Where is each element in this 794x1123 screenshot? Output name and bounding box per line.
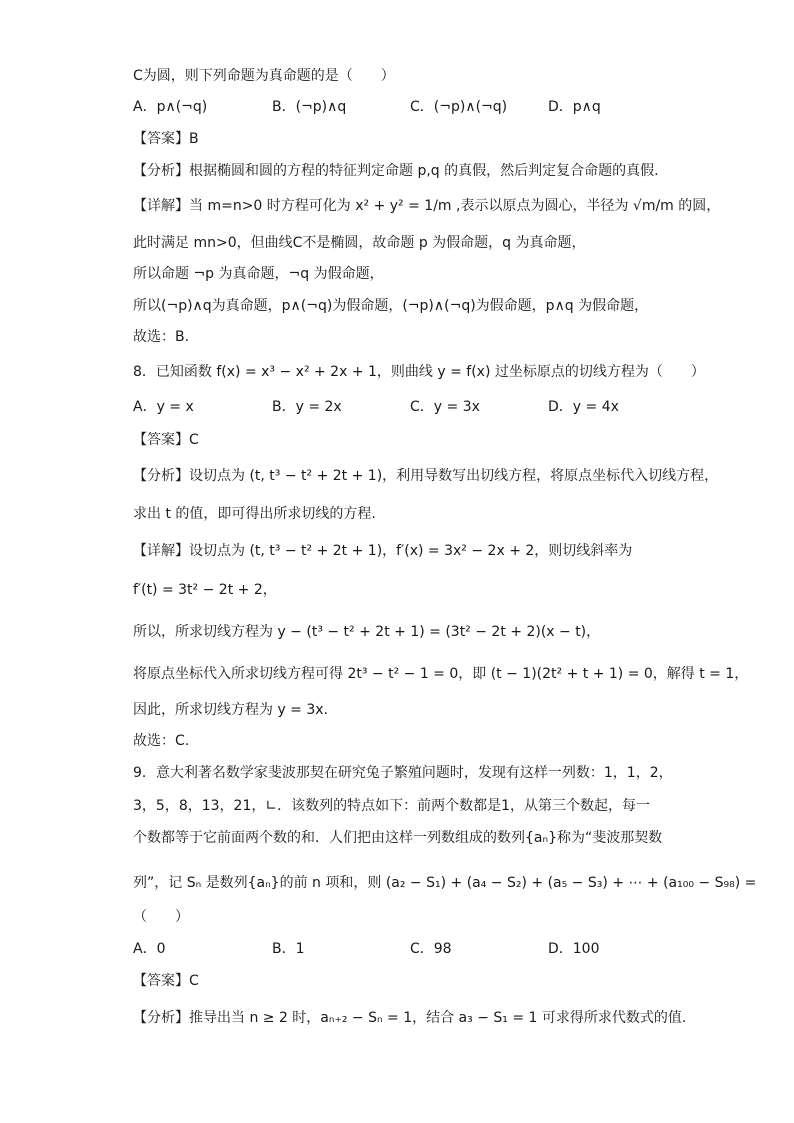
text-line: 所以(¬p)∧q为真命题，p∧(¬q)为假命题，(¬p)∧(¬q)为假命题，p∧q 为假命题， [133, 298, 649, 314]
analysis-line: 【分析】根据椭圆和圆的方程的特征判定命题 p,q 的真假，然后判定复合命题的真假. [133, 163, 659, 179]
option-c: C．(¬p)∧(¬q) [410, 99, 508, 115]
option-d: D．p∧q [548, 99, 601, 115]
text-line: （ ） [133, 909, 189, 925]
answer-line: 【答案】C [133, 432, 199, 448]
text-line: 将原点坐标代入所求切线方程可得 2t³ − t² − 1 = 0，即 (t − 1)(2t² + t + 1) = 0，解得 t = 1， [133, 666, 749, 682]
option-c: C．y = 3x [410, 399, 480, 415]
option-a: A．y = x [133, 399, 194, 415]
option-c: C．98 [410, 941, 452, 957]
analysis-line: 【分析】推导出当 n ≥ 2 时，aₙ₊₂ − Sₙ = 1，结合 a₃ − S₁ = 1 可求得所求代数式的值. [133, 1010, 687, 1026]
option-b: B．1 [272, 941, 305, 957]
text-line: 所以命题 ¬p 为真命题，¬q 为假命题， [133, 266, 384, 282]
text-line: 因此，所求切线方程为 y = 3x. [133, 702, 329, 718]
text-line: 列”，记 Sₙ 是数列{aₙ}的前 n 项和，则 (a₂ − S₁) + (a₄ − S₂) + (a₅ − S₃) + ⋯ + (a₁₀₀ − S₉₈) = [133, 875, 757, 891]
question-9: 9．意大利著名数学家斐波那契在研究兔子繁殖问题时，发现有这样一列数：1，1，2， [133, 765, 673, 781]
answer-line: 【答案】C [133, 973, 199, 989]
option-a: A．p∧(¬q) [133, 99, 208, 115]
option-d: D．100 [548, 941, 600, 957]
text-line: 故选：C. [133, 733, 190, 749]
text-line: 所以，所求切线方程为 y − (t³ − t² + 2t + 1) = (3t² − 2t + 2)(x − t)， [133, 624, 601, 640]
text-line: 求出 t 的值，即可得出所求切线的方程. [133, 506, 376, 522]
answer-line: 【答案】B [133, 131, 199, 147]
text-line: 故选：B. [133, 329, 190, 345]
analysis-line: 【分析】设切点为 (t, t³ − t² + 2t + 1)，利用导数写出切线方程，将原点坐标代入切线方程， [133, 468, 719, 484]
question-8: 8．已知函数 f(x) = x³ − x² + 2x + 1，则曲线 y = f(x) 过坐标原点的切线方程为（ ） [133, 364, 705, 380]
text-line: 此时满足 mn>0，但曲线C不是椭圆，故命题 p 为假命题，q 为真命题， [133, 235, 586, 251]
option-b: B．(¬p)∧q [272, 99, 347, 115]
formula-line: f′(t) = 3t² − 2t + 2， [133, 582, 277, 598]
detail-line: 【详解】当 m=n>0 时方程可化为 x² + y² = 1/m ,表示以原点为圆心，半径为 √m/m 的圆， [133, 198, 721, 214]
text-line: 个数都等于它前面两个数的和．人们把由这样一列数组成的数列{aₙ}称为“斐波那契数 [133, 830, 663, 846]
option-a: A．0 [133, 941, 166, 957]
option-b: B．y = 2x [272, 399, 342, 415]
text-line: C为圆，则下列命题为真命题的是（ ） [133, 68, 395, 84]
text-line: 3，5，8，13，21，∟．该数列的特点如下：前两个数都是1，从第三个数起，每一 [133, 798, 650, 814]
option-d: D．y = 4x [548, 399, 619, 415]
detail-line: 【详解】设切点为 (t, t³ − t² + 2t + 1)，f′(x) = 3x² − 2x + 2，则切线斜率为 [133, 543, 633, 559]
